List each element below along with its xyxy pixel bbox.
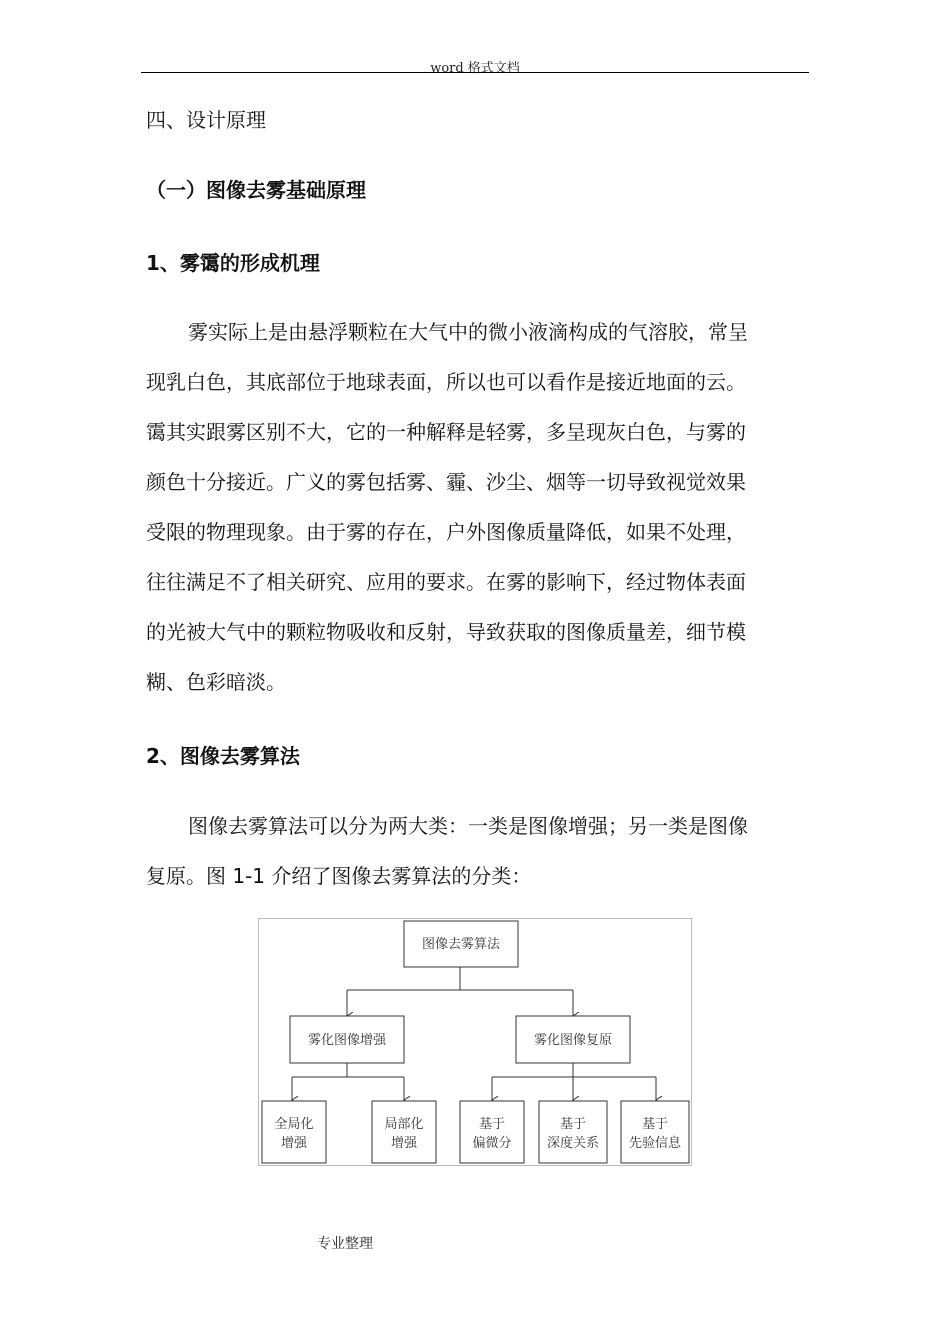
paragraph-line: 的光被大气中的颗粒物吸收和反射，导致获取的图像质量差，细节模 [146, 620, 746, 644]
diagram-enhance-label: 雾化图像增强 [307, 1033, 387, 1048]
section-title: 四、设计原理 [146, 108, 266, 132]
paragraph-algorithms [146, 801, 808, 901]
paragraph-line: 糊、色彩暗淡。 [146, 670, 286, 694]
diagram-leaf-line2: 偏微分 [472, 1136, 512, 1151]
diagram-root-label: 图像去雾算法 [421, 937, 501, 952]
diagram-leaf-line1: 基于 [559, 1117, 587, 1132]
diagram-leaf-box [621, 1101, 689, 1163]
paragraph-line: 霭其实跟雾区别不大，它的一种解释是轻雾，多呈现灰白色，与雾的 [146, 420, 746, 444]
heading-algorithms: 2、图像去雾算法 [146, 744, 300, 768]
diagram-leaf-box [262, 1101, 326, 1163]
paragraph-line: 复原。图 1-1 介绍了图像去雾算法的分类： [146, 864, 532, 888]
paragraph-line: 颜色十分接近。广义的雾包括雾、霾、沙尘、烟等一切导致视觉效果 [146, 470, 746, 494]
paragraph-line: 现乳白色，其底部位于地球表面，所以也可以看作是接近地面的云。 [146, 370, 746, 394]
algorithm-classification-diagram [258, 918, 692, 1166]
diagram-leaf-line1: 基于 [641, 1117, 669, 1132]
diagram-leaf-box [539, 1101, 607, 1163]
diagram-leaf-line1: 局部化 [384, 1117, 424, 1132]
paragraph-line: 往往满足不了相关研究、应用的要求。在雾的影响下，经过物体表面 [146, 570, 746, 594]
subsection-title: （一）图像去雾基础原理 [146, 178, 366, 202]
page-header: word 格式文档 [430, 61, 520, 76]
paragraph-line: 受限的物理现象。由于雾的存在，户外图像质量降低，如果不处理， [146, 520, 746, 544]
diagram-leaf-line1: 全局化 [274, 1117, 314, 1132]
diagram-leaf-line1: 基于 [478, 1117, 506, 1132]
diagram-leaf-line2: 增强 [390, 1136, 418, 1151]
diagram-restore-label: 雾化图像复原 [533, 1033, 613, 1048]
heading-formation: 1、雾霭的形成机理 [146, 251, 320, 275]
diagram-leaf-line2: 深度关系 [546, 1136, 600, 1151]
diagram-leaf-box [460, 1101, 524, 1163]
page-footer: 专业整理 [317, 1236, 373, 1252]
diagram-leaf-box [372, 1101, 436, 1163]
diagram-leaf-line2: 增强 [280, 1136, 308, 1151]
diagram-leaf-line2: 先验信息 [628, 1136, 682, 1151]
paragraph-line: 雾实际上是由悬浮颗粒在大气中的微小液滴构成的气溶胶，常呈 [188, 320, 748, 344]
paragraph-formation [146, 307, 808, 707]
paragraph-line: 图像去雾算法可以分为两大类：一类是图像增强；另一类是图像 [188, 814, 748, 838]
header-rule [141, 72, 809, 73]
